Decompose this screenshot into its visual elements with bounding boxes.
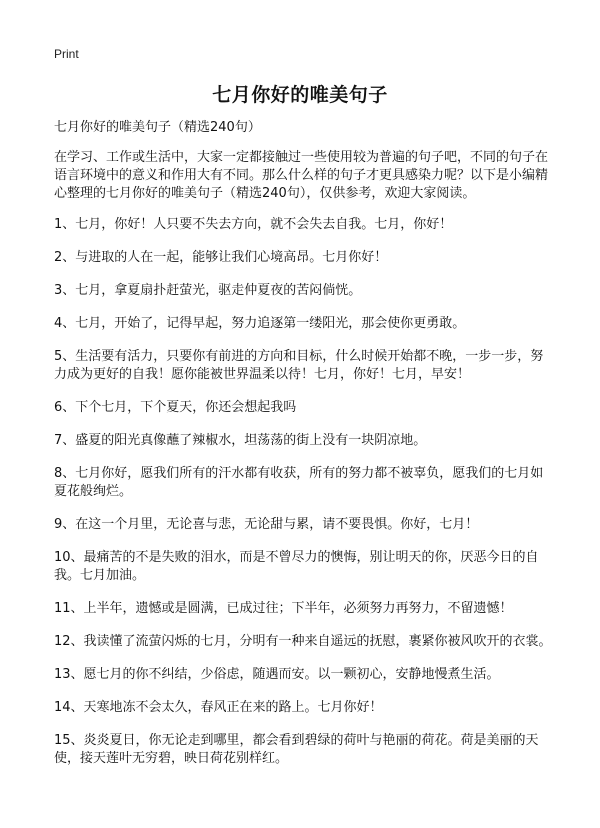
list-item: 3、七月，拿夏扇扑赶萤光，驱走仲夏夜的苦闷倘恍。	[54, 283, 362, 298]
article-intro: 在学习、工作或生活中，大家一定都接触过一些使用较为普遍的句子吧，不同的句子在语言环境中的意义和作用大有不同。那么什么样的句子才更具感染力呢？以下是小编精心整理的七月你好的唯美句子（精选240句），仅供参考，欢迎大家阅读。	[54, 150, 549, 201]
print-link[interactable]: Print	[54, 47, 79, 61]
list-item: 14、天寒地冻不会太久，春风正在来的路上。七月你好！	[54, 700, 383, 715]
list-item: 11、上半年，遗憾或是圆满，已成过往；下半年，必须努力再努力，不留遗憾！	[54, 601, 513, 616]
list-item: 8、七月你好，愿我们所有的汗水都有收获，所有的努力都不被辜负，愿我们的七月如夏花般绚烂。	[54, 466, 544, 499]
list-item: 7、盛夏的阳光真像蘸了辣椒水，坦荡荡的街上没有一块阴凉地。	[54, 433, 427, 448]
list-item: 10、最痛苦的不是失败的泪水，而是不曾尽力的懊悔，别让明天的你，厌恶今日的自我。七月加油。	[54, 550, 539, 583]
list-item: 9、在这一个月里，无论喜与悲，无论甜与累，请不要畏惧。你好，七月！	[54, 517, 479, 532]
article-body	[54, 119, 554, 783]
list-item: 13、愿七月的你不纠结，少俗虑，随遇而安。以一颗初心，安静地慢煮生活。	[54, 667, 500, 682]
list-item: 6、下个七月，下个夏天，你还会想起我吗	[54, 400, 297, 415]
article-subtitle: 七月你好的唯美句子（精选240句）	[54, 120, 261, 135]
list-item: 1、七月，你好！人只要不失去方向，就不会失去自我。七月，你好！	[54, 217, 453, 232]
list-item: 4、七月，开始了，记得早起，努力追逐第一缕阳光，那会使你更勇敢。	[54, 316, 466, 331]
page-title: 七月你好的唯美句子	[212, 84, 388, 106]
list-item: 2、与进取的人在一起，能够让我们心境高昂。七月你好！	[54, 250, 388, 265]
list-item: 15、炎炎夏日，你无论走到哪里，都会看到碧绿的荷叶与艳丽的荷花。荷是美丽的天使，接天莲叶无穷碧，映日荷花别样红。	[54, 733, 539, 766]
list-item: 12、我读懂了流萤闪烁的七月，分明有一种来自遥远的抚慰，裹紧你被风吹开的衣裳。	[54, 634, 552, 649]
list-item: 5、生活要有活力，只要你有前进的方向和目标，什么时候开始都不晚，一步一步，努力成为更好的自我！愿你能被世界温柔以待！七月，你好！七月，早安！	[54, 349, 544, 382]
